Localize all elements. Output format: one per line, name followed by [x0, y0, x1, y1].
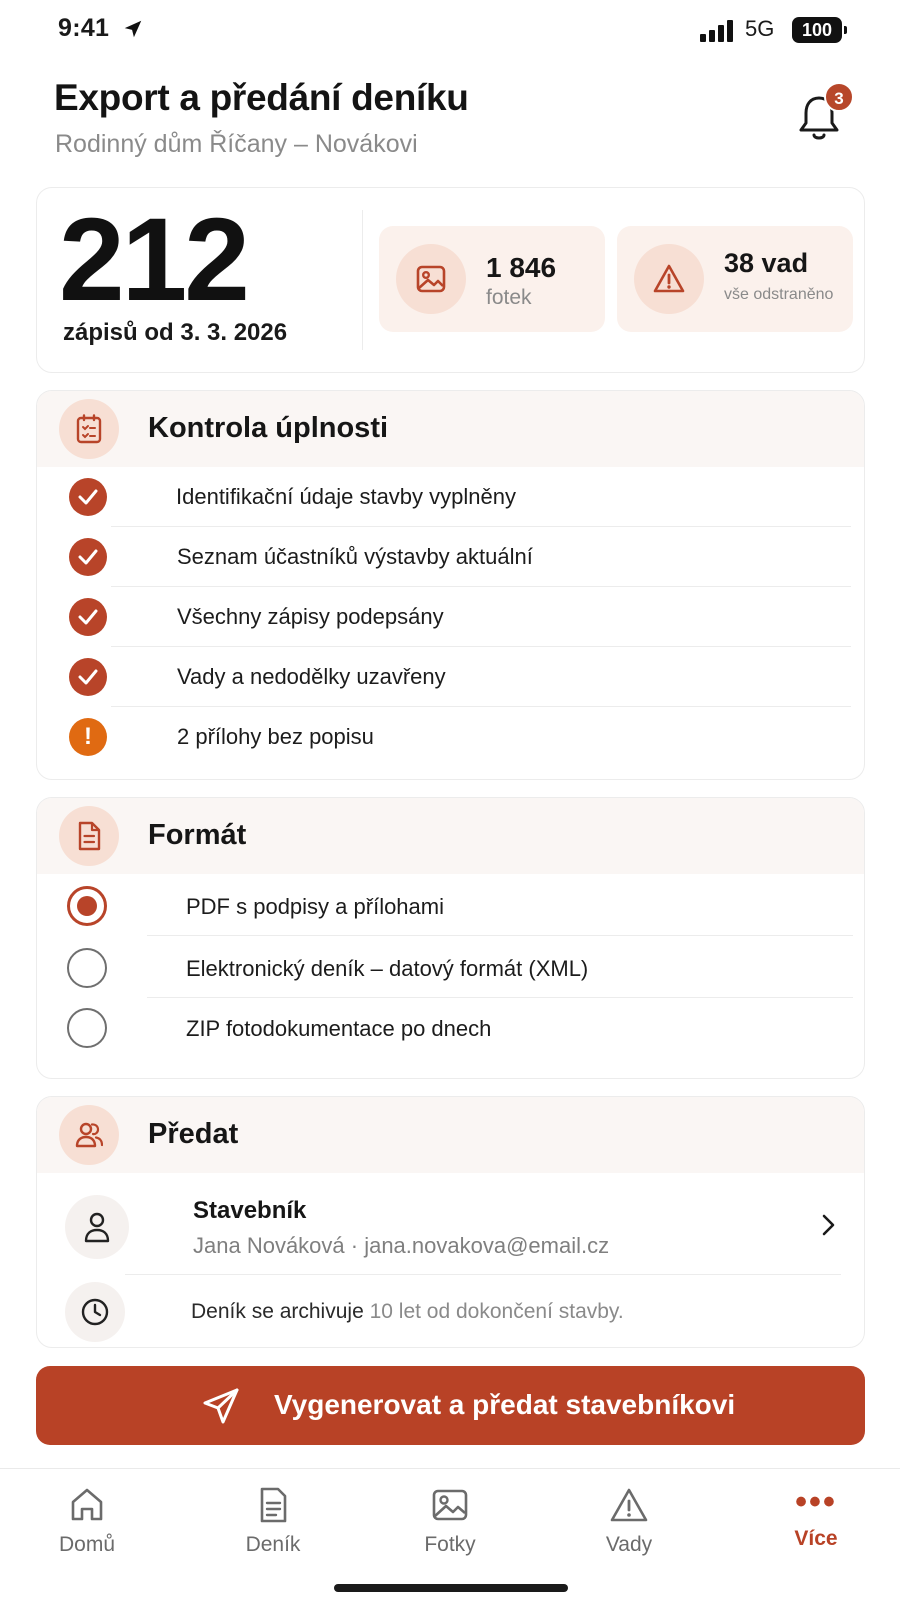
radio-unselected[interactable] [67, 1008, 107, 1048]
tab-label: Více [794, 1527, 838, 1550]
person-icon-circle [65, 1195, 129, 1259]
format-title: Formát [148, 819, 247, 851]
radio-selected[interactable] [67, 886, 107, 926]
page-title: Export a předání deníku [54, 77, 469, 118]
document-icon [75, 821, 103, 851]
chevron-right-icon[interactable] [821, 1213, 837, 1237]
document-icon [253, 1485, 293, 1525]
tab-label: Deník [245, 1533, 301, 1556]
home-indicator[interactable] [334, 1584, 568, 1592]
checklist-item-label: Vady a nedodělky uzavřeny [177, 664, 446, 689]
checklist-item-label: Všechny zápisy podepsány [177, 604, 444, 629]
warning-icon-circle [634, 244, 704, 314]
photos-label: fotek [486, 286, 532, 309]
recipient-contact: Jana Nováková · jana.novakova@email.cz [193, 1233, 610, 1258]
home-icon [67, 1485, 107, 1525]
users-icon-circle [59, 1105, 119, 1165]
tab-label: Fotky [424, 1533, 476, 1556]
recipient-role: Stavebník [193, 1197, 307, 1224]
defects-label: vše odstraněno [724, 286, 834, 303]
tab-home[interactable] [22, 1479, 152, 1579]
check-icon [69, 538, 107, 576]
handover-card [36, 1096, 865, 1348]
warning-icon [653, 263, 685, 295]
checklist-item-label: 2 přílohy bez popisu [177, 724, 374, 749]
checklist-icon-circle [59, 399, 119, 459]
tab-label: Domů [58, 1533, 116, 1556]
exclamation-icon: ! [69, 718, 107, 756]
checklist-item [61, 467, 841, 527]
divider [362, 210, 363, 350]
tab-photos[interactable] [385, 1479, 515, 1579]
handover-title: Předat [148, 1118, 239, 1150]
tab-more[interactable] [751, 1479, 881, 1579]
entry-count: 212 [59, 194, 247, 326]
image-icon-circle [396, 244, 466, 314]
completeness-title: Kontrola úplnosti [148, 412, 389, 444]
image-icon [415, 263, 447, 295]
send-icon [201, 1386, 241, 1426]
generate-handover-label: Vygenerovat a předat stavebníkovi [274, 1389, 736, 1420]
tab-bar [0, 1468, 900, 1600]
format-option-zip[interactable] [61, 996, 841, 1058]
section-header [37, 391, 865, 467]
section-header [37, 1097, 865, 1173]
photos-stat[interactable] [379, 226, 605, 332]
tab-diary[interactable] [208, 1479, 338, 1579]
document-icon-circle [59, 806, 119, 866]
format-card [36, 797, 865, 1079]
image-icon [430, 1485, 470, 1525]
check-icon [69, 598, 107, 636]
tab-defects[interactable] [564, 1479, 694, 1579]
network-type: 5G [745, 16, 775, 41]
more-dots-icon: ••• [795, 1483, 837, 1521]
checklist-item [61, 587, 841, 647]
summary-card [36, 187, 865, 373]
defects-stat[interactable] [617, 226, 853, 332]
battery-indicator: 100 [792, 17, 842, 43]
cellular-signal-icon [700, 20, 734, 42]
warning-icon [609, 1485, 649, 1525]
status-bar [0, 0, 900, 62]
completeness-card [36, 390, 865, 780]
tab-label: Vady [605, 1533, 653, 1556]
generate-handover-button[interactable] [36, 1366, 865, 1445]
checklist-item [61, 527, 841, 587]
format-option-label: PDF s podpisy a přílohami [186, 894, 444, 919]
section-header [37, 798, 865, 874]
check-icon [69, 478, 107, 516]
format-option-label: ZIP fotodokumentace po dnech [186, 1016, 492, 1041]
check-icon [69, 658, 107, 696]
entry-caption: zápisů od 3. 3. 2026 [63, 319, 288, 346]
person-icon [83, 1211, 111, 1243]
project-subtitle: Rodinný dům Říčany – Novákovi [55, 130, 418, 158]
divider [125, 1274, 841, 1275]
checklist-item-warning[interactable] [61, 707, 841, 767]
clock-icon [80, 1297, 110, 1327]
archive-duration: 10 let od dokončení stavby. [369, 1300, 624, 1323]
users-icon [75, 1120, 103, 1150]
location-arrow-icon [122, 18, 144, 40]
archive-info [61, 1280, 841, 1340]
checklist-item-label: Seznam účastníků výstavby aktuální [177, 544, 533, 569]
checklist-item [61, 647, 841, 707]
format-option-xml[interactable] [61, 936, 841, 998]
status-time: 9:41 [58, 14, 110, 42]
checklist-item-label: Identifikační údaje stavby vyplněny [176, 484, 516, 509]
notification-badge: 3 [824, 82, 854, 112]
photos-count: 1 846 [486, 252, 557, 283]
recipient-row[interactable] [61, 1187, 841, 1267]
defects-count: 38 vad [724, 248, 809, 278]
clipboard-checklist-icon [75, 414, 103, 444]
format-option-pdf[interactable] [61, 874, 841, 936]
clock-icon-circle [65, 1282, 125, 1342]
archive-prefix: Deník se archivuje [191, 1300, 364, 1323]
radio-unselected[interactable] [67, 948, 107, 988]
archive-note [191, 1300, 624, 1324]
format-option-label: Elektronický deník – datový formát (XML) [186, 956, 589, 981]
